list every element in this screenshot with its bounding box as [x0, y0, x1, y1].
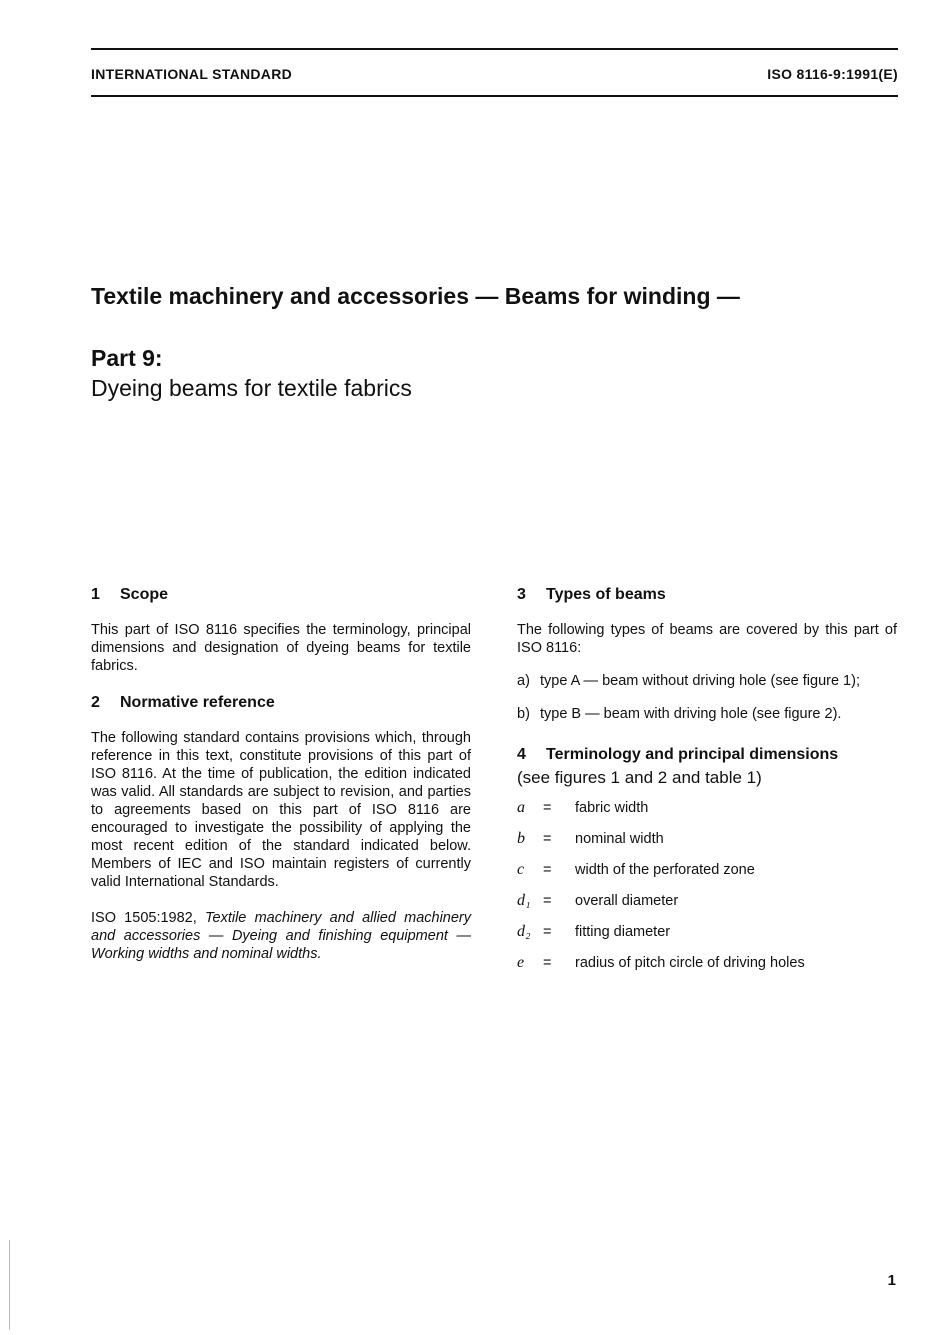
header-bottom-rule: [91, 95, 898, 97]
part-subtitle: Dyeing beams for textile fabrics: [91, 375, 412, 401]
term-row: [517, 954, 897, 985]
term-row: [517, 799, 897, 830]
section-title: Types of beams: [546, 586, 666, 603]
section-title: Normative reference: [120, 694, 275, 711]
section-1-heading: [91, 585, 471, 605]
types-intro: The following types of beams are covered by this part of ISO 8116:: [517, 622, 897, 656]
term-equals: =: [543, 800, 552, 816]
term-equals: =: [543, 893, 552, 909]
section-3-heading: [517, 585, 897, 605]
terms-list: [517, 799, 897, 985]
section-number: 1: [91, 586, 100, 603]
section-title: Scope: [120, 586, 169, 603]
section-2-heading: [91, 693, 471, 713]
term-symbol: d₁: [517, 892, 531, 909]
term-symbol: b: [517, 830, 525, 847]
header-top-rule: [91, 48, 898, 50]
section-number: 3: [517, 586, 526, 603]
header-standard-number: ISO 8116-9:1991(E): [767, 66, 898, 82]
term-definition: radius of pitch circle of driving holes: [575, 955, 805, 971]
right-column: [517, 585, 897, 985]
list-item: [517, 705, 897, 723]
term-definition: nominal width: [575, 831, 664, 847]
list-item-label: b): [517, 706, 530, 722]
list-item-text: type A — beam without driving hole (see figure 1);: [540, 673, 860, 689]
reference-title: Textile machinery and allied machinery and accessories — Dyeing and finishing equipment — Working widths and nominal widths.: [91, 910, 472, 962]
header-standard-type: INTERNATIONAL STANDARD: [91, 66, 293, 82]
scope-paragraph: This part of ISO 8116 specifies the terminology, principal dimensions and designation of dyeing beams for textile fabrics.: [91, 622, 471, 674]
term-equals: =: [543, 862, 552, 878]
term-equals: =: [543, 924, 552, 940]
section-number: 4: [517, 746, 526, 763]
term-definition: width of the perforated zone: [575, 862, 755, 878]
page-number: 1: [887, 1272, 896, 1289]
term-symbol: c: [517, 861, 525, 878]
term-symbol: e: [517, 954, 525, 971]
term-equals: =: [543, 955, 552, 971]
term-symbol: a: [517, 799, 525, 816]
term-row: [517, 861, 897, 892]
section-title: Terminology and principal dimensions: [546, 746, 839, 763]
part-label: Part 9:: [91, 345, 163, 371]
document-title: Textile machinery and accessories — Beams for winding —: [91, 283, 740, 309]
term-row: [517, 892, 897, 923]
list-item-label: a): [517, 673, 530, 689]
section-4-subheading: (see figures 1 and 2 and table 1): [517, 768, 762, 787]
list-item-text: type B — beam with driving hole (see figure 2).: [540, 706, 842, 722]
term-definition: overall diameter: [575, 893, 679, 909]
list-item: [517, 672, 897, 690]
normative-reference-entry: [91, 909, 471, 963]
term-row: [517, 923, 897, 954]
scan-margin-mark: [9, 1240, 10, 1330]
term-equals: =: [543, 831, 552, 847]
normative-paragraph: The following standard contains provisions which, through reference in this text, constitute provisions of this part of ISO 8116. At the time of publication, the edition indicated was valid. All standards are subject to revision, and parties to agreements based on this part of ISO 8116 are encouraged to investigate the possibility of applying the most recent edition of the standard indicated below. Members of IEC and ISO maintain registers of currently valid International Standards.: [91, 730, 471, 890]
term-definition: fabric width: [575, 800, 649, 816]
section-number: 2: [91, 694, 100, 711]
term-definition: fitting diameter: [575, 924, 671, 940]
left-column: [91, 585, 471, 963]
section-4-heading: [517, 745, 897, 765]
term-row: [517, 830, 897, 861]
reference-code: ISO 1505:1982,: [91, 910, 197, 926]
term-symbol: d₂: [517, 923, 531, 940]
